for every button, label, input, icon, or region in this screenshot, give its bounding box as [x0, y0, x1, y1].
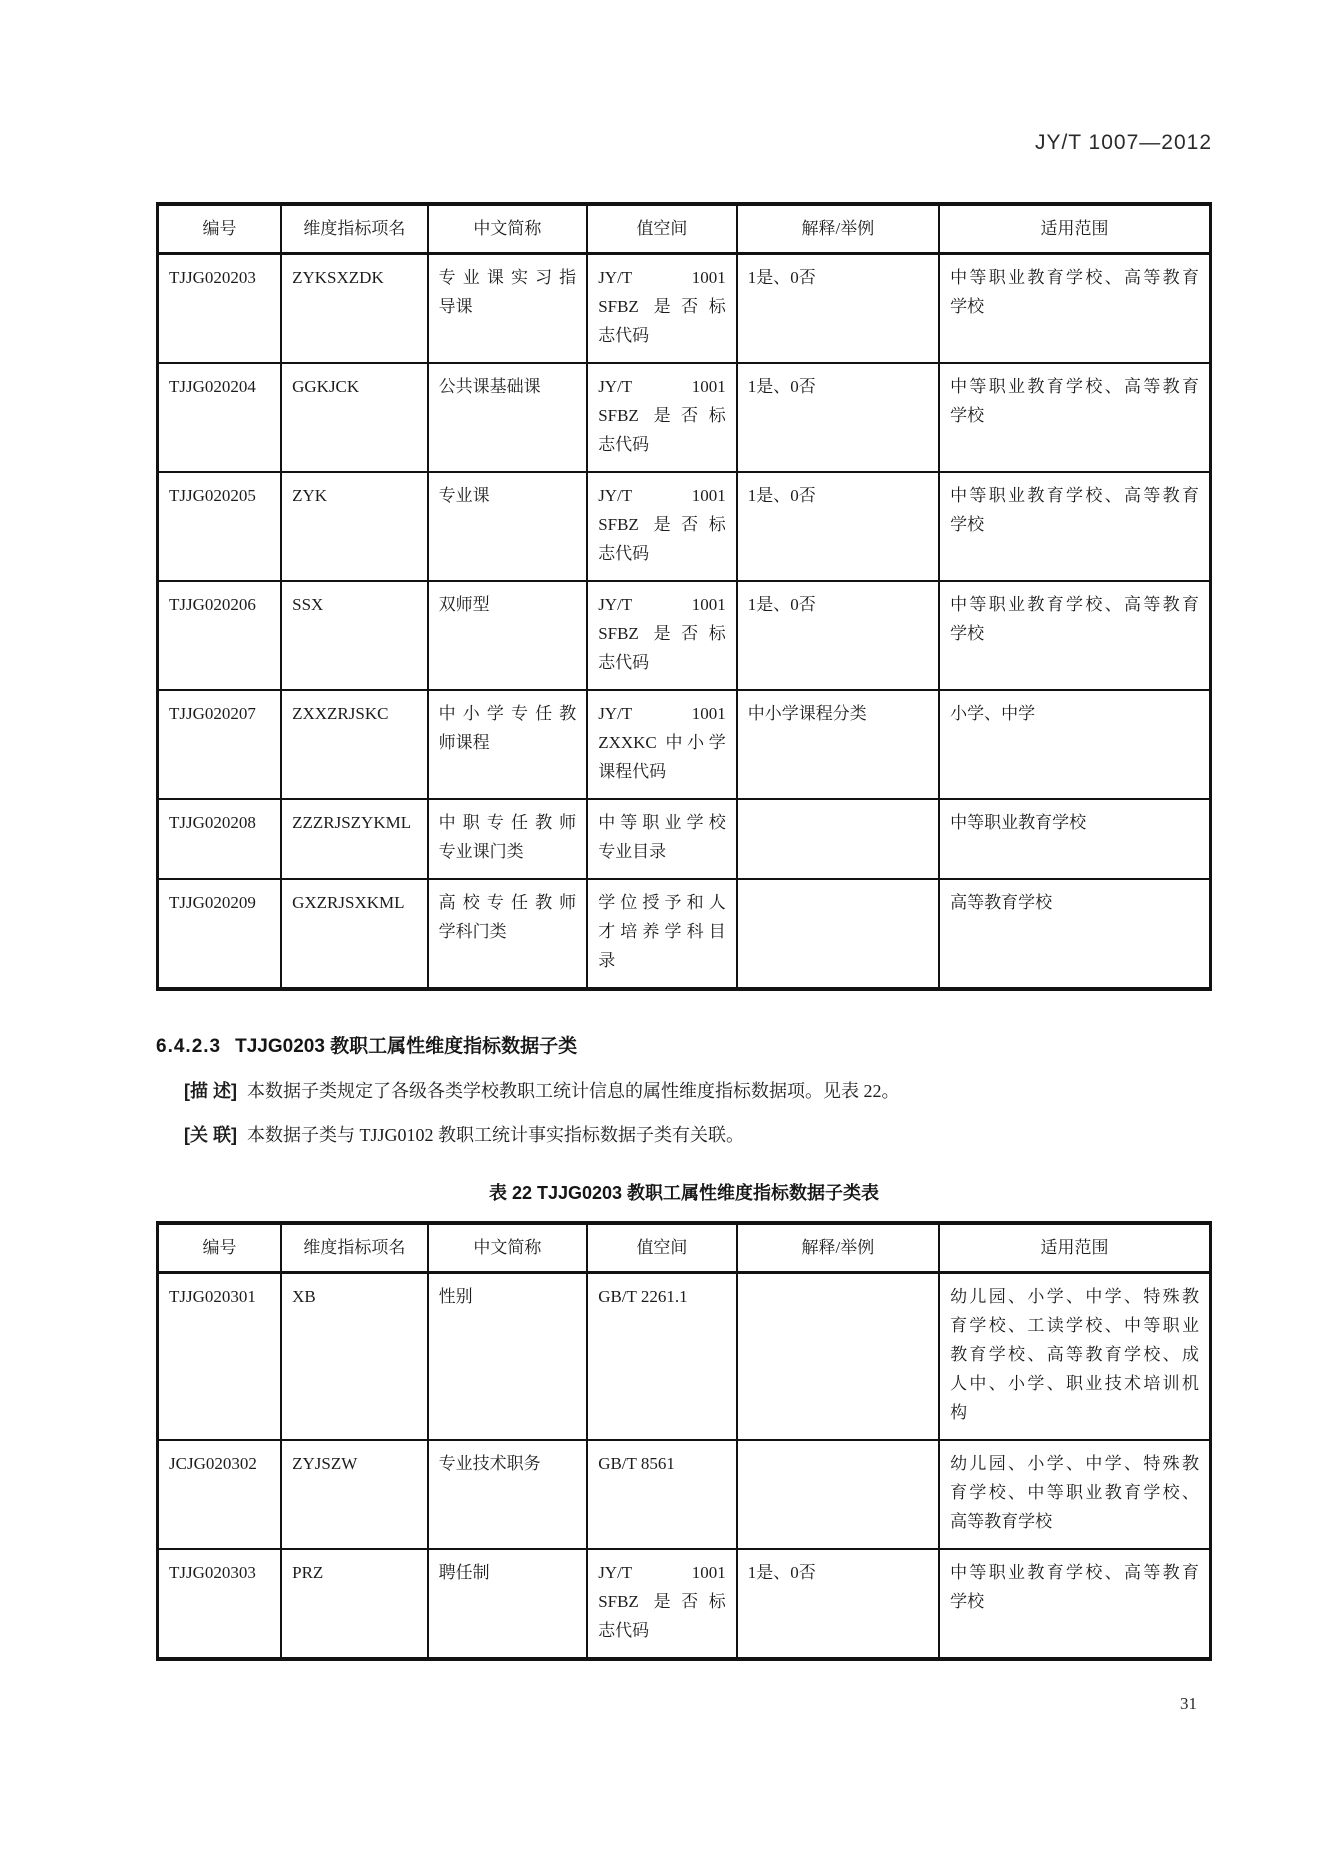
cell-line: TJJG020301 [169, 1287, 256, 1306]
cell-line: 学校 [950, 1592, 985, 1611]
cell-line: 专业课实习指 [438, 268, 577, 287]
cell-line: 1是、0否 [747, 1563, 816, 1582]
cell-scope [939, 1549, 1210, 1659]
cell-line: 中等职业学校 [598, 813, 726, 832]
cell-line: 志代码 [598, 326, 650, 345]
cell-value-space [587, 879, 737, 989]
column-header: 解释/举例 [737, 1223, 939, 1273]
cell-line: 志代码 [598, 653, 650, 672]
column-header: 解释/举例 [737, 204, 939, 254]
cell-line: 双师型 [438, 595, 490, 614]
table-22-title: 表 22 TJJG0203 教职工属性维度指标数据子类表 [488, 1183, 880, 1203]
cell-line: 中等职业教育学校、高等教育 [950, 486, 1199, 505]
cell-dim-item-name [281, 1440, 428, 1549]
cell-cn-abbr [428, 799, 588, 879]
cell-line: ZYK [292, 486, 328, 505]
cell-line: JY/T 1001 [598, 377, 726, 396]
cell-line: 学科门类 [438, 922, 507, 941]
cell-id [158, 254, 282, 364]
standard-number-header: JY/T 1007—2012 [1034, 131, 1212, 154]
section-number: 6.4.2.3 [156, 1036, 222, 1057]
cell-line: 1是、0否 [747, 486, 816, 505]
cell-cn-abbr [428, 581, 588, 690]
cell-dim-item-name [281, 581, 428, 690]
cell-value-space [587, 581, 737, 690]
page-number: 31 [1180, 1694, 1197, 1713]
cell-line: TJJG020204 [169, 377, 256, 396]
relation-label: [关 联] [184, 1125, 237, 1145]
table-row [158, 1273, 1211, 1441]
cell-scope [939, 472, 1210, 581]
cell-id [158, 879, 282, 989]
cell-scope [939, 879, 1210, 989]
cell-dim-item-name [281, 472, 428, 581]
cell-id [158, 472, 282, 581]
cell-line: 课程代码 [598, 762, 667, 781]
column-header: 编号 [158, 204, 282, 254]
cell-line: 中等职业教育学校、高等教育 [950, 1563, 1199, 1582]
relation-paragraph [156, 1121, 1212, 1149]
cell-scope [939, 799, 1210, 879]
cell-line: 导课 [438, 297, 473, 316]
cell-line: ZXXKC 中小学 [598, 733, 726, 752]
cell-value-space [587, 799, 737, 879]
cell-line: 学校 [950, 624, 985, 643]
section-heading [156, 1033, 1212, 1061]
cell-cn-abbr [428, 363, 588, 472]
cell-line: 幼儿园、小学、中学、特殊教 [950, 1287, 1199, 1306]
cell-line: PRZ [292, 1563, 324, 1582]
cell-id [158, 1549, 282, 1659]
cell-line: JY/T 1001 [598, 1563, 726, 1582]
cell-line: 人中、小学、职业技术培训机 [950, 1374, 1199, 1393]
cell-dim-item-name [281, 799, 428, 879]
cell-explanation [737, 363, 939, 472]
cell-value-space [587, 1440, 737, 1549]
cell-line: SFBZ 是否标 [598, 406, 726, 425]
table-22-attribute-dimension [156, 1221, 1212, 1661]
cell-line: TJJG020303 [169, 1563, 256, 1582]
cell-id [158, 581, 282, 690]
cell-line: JY/T 1001 [598, 268, 726, 287]
cell-line: JY/T 1001 [598, 704, 726, 723]
table-row [158, 581, 1211, 690]
cell-scope [939, 581, 1210, 690]
cell-line: 中等职业教育学校、高等教育 [950, 268, 1199, 287]
column-header: 中文简称 [428, 204, 588, 254]
cell-line: 高等教育学校 [950, 1512, 1053, 1531]
cell-line: 中等职业教育学校、高等教育 [950, 377, 1199, 396]
cell-scope [939, 363, 1210, 472]
cell-line: 专业课 [438, 486, 490, 505]
header-row [158, 1223, 1211, 1273]
cell-scope [939, 1440, 1210, 1549]
header-row [158, 204, 1211, 254]
table-row [158, 1440, 1211, 1549]
cell-line: JY/T 1001 [598, 486, 726, 505]
cell-dim-item-name [281, 363, 428, 472]
cell-line: 高等教育学校 [950, 893, 1053, 912]
cell-cn-abbr [428, 1273, 588, 1441]
cell-explanation [737, 1440, 939, 1549]
cell-explanation [737, 799, 939, 879]
cell-line: TJJG020205 [169, 486, 256, 505]
cell-line: 1是、0否 [747, 268, 816, 287]
cell-line: SSX [292, 595, 324, 614]
cell-scope [939, 1273, 1210, 1441]
cell-line: 中等职业教育学校 [950, 813, 1087, 832]
cell-line: TJJG020208 [169, 813, 256, 832]
cell-cn-abbr [428, 879, 588, 989]
cell-value-space [587, 690, 737, 799]
cell-explanation [737, 581, 939, 690]
cell-line: 1是、0否 [747, 377, 816, 396]
cell-line: 专业技术职务 [438, 1454, 541, 1473]
table-row [158, 690, 1211, 799]
cell-line: TJJG020207 [169, 704, 256, 723]
table-row [158, 1549, 1211, 1659]
cell-line: 构 [950, 1403, 968, 1422]
cell-line: XB [292, 1287, 316, 1306]
cell-line: 才培养学科目 [598, 922, 726, 941]
cell-explanation [737, 254, 939, 364]
cell-id [158, 1440, 282, 1549]
cell-line: SFBZ 是否标 [598, 1592, 726, 1611]
cell-line: 专业目录 [598, 842, 667, 861]
cell-id [158, 690, 282, 799]
description-text: 本数据子类规定了各级各类学校教职工统计信息的属性维度指标数据项。见表 22。 [247, 1081, 900, 1101]
cell-explanation [737, 879, 939, 989]
cell-line: GXZRJSXKML [292, 893, 405, 912]
cell-value-space [587, 472, 737, 581]
cell-line: ZZZRJSZYKML [292, 813, 412, 832]
table-row [158, 363, 1211, 472]
cell-line: TJJG020203 [169, 268, 256, 287]
cell-cn-abbr [428, 690, 588, 799]
cell-explanation [737, 1549, 939, 1659]
cell-value-space [587, 1273, 737, 1441]
cell-line: 学校 [950, 406, 985, 425]
table-row [158, 879, 1211, 989]
cell-line: ZYJSZW [292, 1454, 358, 1473]
cell-dim-item-name [281, 1549, 428, 1659]
cell-line: 学校 [950, 515, 985, 534]
cell-line: JCJG020302 [169, 1454, 257, 1473]
column-header: 适用范围 [939, 204, 1210, 254]
cell-line: SFBZ 是否标 [598, 624, 726, 643]
cell-value-space [587, 1549, 737, 1659]
cell-line: TJJG020209 [169, 893, 256, 912]
cell-line: SFBZ 是否标 [598, 515, 726, 534]
cell-line: GB/T 8561 [598, 1454, 675, 1473]
cell-line: 专业课门类 [438, 842, 524, 861]
cell-line: 学位授予和人 [598, 893, 726, 912]
relation-text: 本数据子类与 TJJG0102 教职工统计事实指标数据子类有关联。 [247, 1125, 745, 1145]
table-row [158, 799, 1211, 879]
cell-explanation [737, 690, 939, 799]
cell-line: 育学校、工读学校、中等职业 [950, 1316, 1199, 1335]
cell-value-space [587, 363, 737, 472]
column-header: 适用范围 [939, 1223, 1210, 1273]
cell-line: 公共课基础课 [438, 377, 541, 396]
cell-cn-abbr [428, 254, 588, 364]
cell-explanation [737, 472, 939, 581]
dimension-indicator-table-continued [156, 202, 1212, 991]
cell-cn-abbr [428, 472, 588, 581]
table-row [158, 254, 1211, 364]
cell-line: GGKJCK [292, 377, 360, 396]
cell-dim-item-name [281, 1273, 428, 1441]
column-header: 维度指标项名 [281, 204, 428, 254]
cell-line: 师课程 [438, 733, 490, 752]
cell-line: 志代码 [598, 544, 650, 563]
cell-line: TJJG020206 [169, 595, 256, 614]
cell-line: 中小学课程分类 [747, 704, 867, 723]
cell-dim-item-name [281, 254, 428, 364]
column-header: 值空间 [587, 204, 737, 254]
cell-id [158, 799, 282, 879]
cell-line: 育学校、中等职业教育学校、 [950, 1483, 1199, 1502]
cell-line: JY/T 1001 [598, 595, 726, 614]
description-paragraph [156, 1077, 1212, 1105]
column-header: 中文简称 [428, 1223, 588, 1273]
cell-line: 中职专任教师 [438, 813, 577, 832]
cell-scope [939, 690, 1210, 799]
cell-line: 1是、0否 [747, 595, 816, 614]
cell-line: 高校专任教师 [438, 893, 577, 912]
cell-line: ZYKSXZDK [292, 268, 384, 287]
cell-line: 志代码 [598, 435, 650, 454]
cell-line: 中等职业教育学校、高等教育 [950, 595, 1199, 614]
cell-line: 中小学专任教 [438, 704, 577, 723]
cell-dim-item-name [281, 879, 428, 989]
cell-id [158, 363, 282, 472]
cell-cn-abbr [428, 1549, 588, 1659]
cell-line: 录 [598, 951, 616, 970]
cell-dim-item-name [281, 690, 428, 799]
column-header: 维度指标项名 [281, 1223, 428, 1273]
table-row [158, 472, 1211, 581]
cell-line: 志代码 [598, 1621, 650, 1640]
cell-id [158, 1273, 282, 1441]
cell-line: 性别 [438, 1287, 473, 1306]
column-header: 编号 [158, 1223, 282, 1273]
cell-line: SFBZ 是否标 [598, 297, 726, 316]
cell-line: 小学、中学 [950, 704, 1036, 723]
cell-line: 学校 [950, 297, 985, 316]
column-header: 值空间 [587, 1223, 737, 1273]
cell-explanation [737, 1273, 939, 1441]
cell-value-space [587, 254, 737, 364]
cell-line: 教育学校、高等教育学校、成 [950, 1345, 1199, 1364]
section-title: TJJG0203 教职工属性维度指标数据子类 [235, 1036, 578, 1057]
cell-line: ZXXZRJSKC [292, 704, 389, 723]
cell-cn-abbr [428, 1440, 588, 1549]
cell-line: 聘任制 [438, 1563, 490, 1582]
description-label: [描 述] [184, 1081, 237, 1101]
cell-line: GB/T 2261.1 [598, 1287, 688, 1306]
cell-scope [939, 254, 1210, 364]
cell-line: 幼儿园、小学、中学、特殊教 [950, 1454, 1199, 1473]
